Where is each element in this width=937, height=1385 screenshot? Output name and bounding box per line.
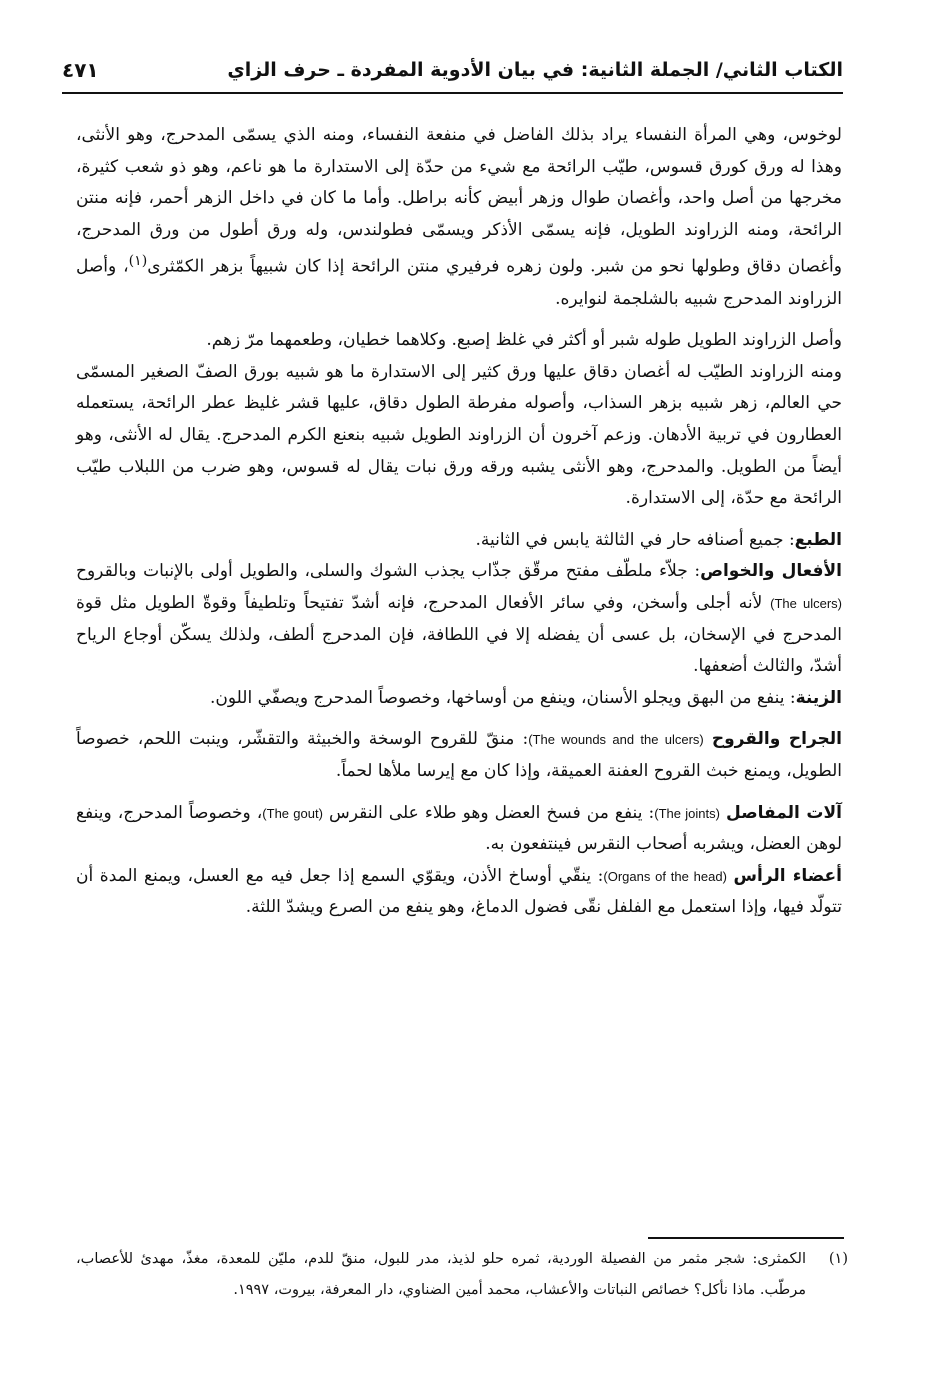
footnotes bbox=[76, 1244, 848, 1306]
english-gloss: (The joints) bbox=[654, 805, 720, 821]
section-text: : جميع أصنافه حار في الثالثة يابس في الثانية. bbox=[475, 529, 795, 550]
footnote-reference[interactable]: (١) bbox=[128, 253, 148, 270]
section-wounds-ulcers bbox=[76, 724, 842, 787]
footnote-text: الكمثرى: شجر مثمر من الفصيلة الوردية، ثمره حلو لذيذ، مدر للبول، منقّ للدم، مليّن للمعدة، مغذّ، مهدئ للأعصاب، مرطّب. ماذا نأكل؟ خصائص النباتات والأعشاب، محمد أمين الضناوي، دار المعرفة، بيروت، ١٩٩٧. bbox=[76, 1251, 806, 1298]
footnote-marker: (١) bbox=[828, 1251, 848, 1267]
section-text: : ينقّي أوساخ الأذن، ويقوّي السمع إذا جعل فيه مع العسل، ويمنع المدة أن تتولّد فيها، وإذا استعمل مع الفلفل نقّى فضول الدماغ، وهو ينفع من الصرع ويشدّ اللثة. bbox=[76, 865, 842, 918]
paragraph-root-length: وأصل الزراوند الطويل طوله شبر أو أكثر في غلظ إصبع. وكلاهما خطيان، وطعمهما مرّ زهم. bbox=[206, 330, 842, 351]
section-heading: آلات المفاصل bbox=[726, 802, 843, 823]
section-temperament bbox=[76, 525, 842, 557]
english-gloss: (The ulcers) bbox=[770, 595, 842, 611]
section-heading: الزينة bbox=[795, 687, 842, 708]
header-title: الكتاب الثاني/ الجملة الثانية: في بيان الأدوية المفردة ـ حرف الزاي bbox=[227, 59, 843, 81]
section-heading: الطبع bbox=[794, 529, 842, 550]
english-gloss: (The gout) bbox=[262, 805, 323, 821]
section-text: : ينفع من البهق ويجلو الأسنان، وينفع من أوساخها، وخصوصاً المدحرج ويصفّي اللون. bbox=[209, 687, 796, 708]
page-number: ٤٧١ bbox=[62, 58, 99, 82]
running-header bbox=[62, 48, 843, 94]
footnote-item bbox=[76, 1244, 848, 1306]
section-head-organs bbox=[76, 861, 842, 924]
paragraph-description bbox=[76, 120, 842, 315]
section-joints bbox=[76, 798, 842, 861]
section-text: : جلاّء ملطّف مفتح مرقّق جذّاب يجذب الشوك والسلى، والطويل أولى بالإنبات وبالقروح bbox=[76, 561, 701, 582]
section-text: : ينفع من فسخ العضل وهو طلاء على النقرس bbox=[322, 802, 655, 823]
main-text bbox=[76, 120, 842, 924]
section-heading: أعضاء الرأس bbox=[733, 865, 842, 886]
footnote-divider bbox=[648, 1237, 844, 1239]
paragraph-text: ، وأصل الزراوند المدحرج شبيه بالشلجمة لنوايره. bbox=[76, 257, 842, 309]
english-gloss: (Organs of the head) bbox=[603, 868, 727, 884]
english-gloss: (The wounds and the ulcers) bbox=[528, 732, 704, 748]
paragraph-text: لوخوس، وهي المرأة النفساء يراد بذلك الفاضل في منفعة النفساء، ومنه الذي يسمّى المدحرج، وهو الأنثى، وهذا له ورق كورق قسوس، طيّب الرائحة مع شيء من حدّة إلى الاستدارة ما هو ناعم، وهو ذو شعب كثيرة، مخرجها من أصل واحد، وأغصان طوال وزهر أبيض كأنه براطل. وأما ما كان في داخل الزهر أحمر، فإنه منتن الرائحة، ومنه الزراوند الطويل، فإنه يسمّى الأذكر ويسمّى فطولندس، وله ورق أطول من ورق المدحرج، وأغصان دقاق وطولها نحو من شبر. ولون زهره فرفيري منتن الرائحة إذا كان شبيهاً بزهر الكمّثرى bbox=[76, 125, 842, 278]
section-text: : منقّ للقروح الوسخة والخبيثة والتقشّر، وينبت اللحم، خصوصاً الطويل، ويمنع خبث القروح العفنة العميقة، وإذا كان مع إيرسا ملأها لحماً. bbox=[76, 729, 842, 781]
section-cosmetics bbox=[76, 683, 842, 715]
section-heading: الجراح والقروح bbox=[711, 729, 842, 750]
section-heading: الأفعال والخواص bbox=[700, 561, 843, 582]
section-text: ، وخصوصاً المدحرج، وينفع لوهن العضل، ويشربه أصحاب النقرس فينتفعون به. bbox=[76, 802, 842, 855]
section-text: لأنه أجلى وأسخن، وفي سائر الأفعال المدحرج، فإنه أشدّ تفتيحاً وتلطيفاً وقوةّ الطويل مثل قوة المدحرج في الإسخان، بل عسى أن يفضله إلا في اللطافة، فإن المدحرج ألطف، ولذلك يسكّن أوجاع الرياح أشدّ، والثالث أضعفها. bbox=[76, 592, 842, 677]
section-actions-properties bbox=[76, 556, 842, 682]
paragraph-fragrant-variety: ومنه الزراوند الطيّب له أغصان دقاق عليها ورق كثير إلى الاستدارة ما هو شبيه بورق الصفّ الصغير المسمّى حي العالم، زهر شبيه بزهر السذاب، وأصوله مفرطة الطول دقاق، عليها قشر غليظ عطر الرائحة، يستعمله العطارون في تربية الأدهان. وزعم آخرون أن الزراوند الطويل شبيه بنعنع الكرم المدحرج. يقال له الأنثى، وهو أيضاً من الطويل. والمدحرج، وهو الأنثى يشبه ورقه ورق نبات يقال له قسوس، وهو ضرب من اللبلاب طيّب الرائحة مع حدّة، إلى الاستدارة. bbox=[76, 361, 842, 509]
